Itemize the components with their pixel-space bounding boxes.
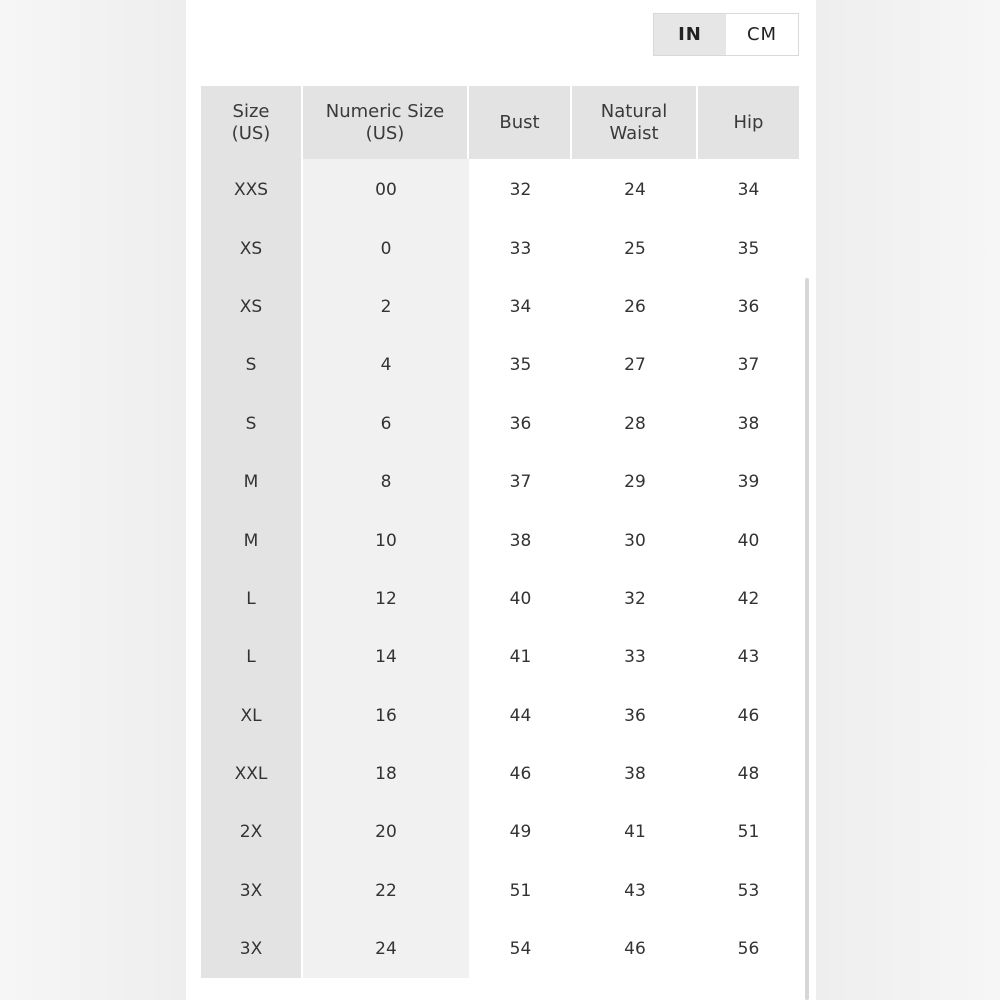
cell-size: XS [201, 219, 303, 277]
cell-numeric-size: 8 [303, 453, 469, 511]
cell-numeric-size: 0 [303, 219, 469, 277]
cell-size: M [201, 453, 303, 511]
header-size-us: Size (US) [201, 86, 303, 159]
cell-bust: 35 [509, 355, 532, 376]
cell-bust: 41 [509, 647, 532, 668]
cell-natural-waist: 38 [624, 764, 646, 785]
cell-size: 3X [201, 920, 303, 978]
table-row [201, 336, 799, 394]
cell-natural-waist: 32 [624, 588, 646, 609]
cell-bust: 36 [509, 413, 532, 434]
cell-bust: 54 [509, 939, 532, 960]
cell-natural-waist: 43 [624, 880, 646, 901]
cell-bust: 40 [509, 588, 532, 609]
table-row [201, 278, 799, 336]
cell-hip: 35 [737, 238, 760, 259]
cell-size: S [201, 395, 303, 453]
cell-numeric-size: 24 [303, 920, 469, 978]
cell-bust: 51 [509, 880, 532, 901]
cell-hip: 42 [737, 588, 760, 609]
table-row [201, 920, 799, 978]
cell-hip: 38 [737, 413, 760, 434]
table-row [201, 803, 799, 861]
cell-numeric-size: 16 [303, 687, 469, 745]
table-row [201, 687, 799, 745]
page-background-left [0, 0, 186, 1000]
cell-natural-waist: 46 [624, 939, 646, 960]
cell-bust: 32 [509, 180, 532, 201]
table-row [201, 745, 799, 803]
header-natural-waist: Natural Waist [572, 86, 698, 159]
cell-natural-waist: 27 [624, 355, 646, 376]
cell-natural-waist: 29 [624, 472, 646, 493]
cell-hip: 40 [737, 530, 760, 551]
cell-hip: 51 [737, 822, 760, 843]
table-row [201, 219, 799, 277]
cell-numeric-size: 12 [303, 570, 469, 628]
size-chart-panel [186, 0, 816, 1000]
cell-natural-waist: 30 [624, 530, 646, 551]
unit-cm-button[interactable]: CM [726, 14, 798, 55]
cell-natural-waist: 26 [624, 296, 646, 317]
header-bust: Bust [469, 86, 572, 159]
table-row [201, 570, 799, 628]
cell-hip: 56 [737, 939, 760, 960]
table-row [201, 159, 799, 219]
cell-numeric-size: 00 [303, 159, 469, 219]
cell-hip: 37 [737, 355, 760, 376]
cell-size: XXS [201, 159, 303, 219]
cell-natural-waist: 36 [624, 705, 646, 726]
cell-hip: 36 [737, 296, 760, 317]
scrollbar[interactable] [805, 278, 809, 1000]
cell-numeric-size: 20 [303, 803, 469, 861]
cell-hip: 34 [737, 180, 760, 201]
cell-size: L [201, 570, 303, 628]
cell-numeric-size: 2 [303, 278, 469, 336]
cell-hip: 48 [737, 764, 760, 785]
cell-numeric-size: 4 [303, 336, 469, 394]
cell-size: XL [201, 687, 303, 745]
cell-bust: 49 [509, 822, 532, 843]
cell-size: 3X [201, 862, 303, 920]
unit-in-button[interactable]: IN [654, 14, 726, 55]
cell-size: M [201, 511, 303, 569]
table-row [201, 453, 799, 511]
cell-hip: 46 [737, 705, 760, 726]
cell-size: S [201, 336, 303, 394]
cell-natural-waist: 28 [624, 413, 646, 434]
table-body [201, 159, 799, 978]
cell-hip: 43 [737, 647, 760, 668]
cell-size: XS [201, 278, 303, 336]
table-row [201, 395, 799, 453]
cell-natural-waist: 24 [624, 180, 646, 201]
header-numeric-size-us: Numeric Size (US) [303, 86, 469, 159]
cell-bust: 34 [509, 296, 532, 317]
header-hip: Hip [698, 86, 799, 159]
cell-bust: 46 [509, 764, 532, 785]
table-header [201, 86, 799, 159]
cell-natural-waist: 33 [624, 647, 646, 668]
cell-bust: 44 [509, 705, 532, 726]
cell-hip: 39 [737, 472, 760, 493]
size-chart-table [201, 86, 799, 978]
unit-toggle [653, 13, 799, 56]
cell-natural-waist: 41 [624, 822, 646, 843]
table-row [201, 511, 799, 569]
cell-bust: 37 [509, 472, 532, 493]
cell-size: L [201, 628, 303, 686]
cell-bust: 33 [509, 238, 532, 259]
cell-numeric-size: 18 [303, 745, 469, 803]
cell-size: 2X [201, 803, 303, 861]
cell-natural-waist: 25 [624, 238, 646, 259]
header-row [201, 86, 799, 159]
cell-numeric-size: 10 [303, 511, 469, 569]
table-row [201, 862, 799, 920]
cell-numeric-size: 22 [303, 862, 469, 920]
page-background-right [814, 0, 1000, 1000]
cell-size: XXL [201, 745, 303, 803]
cell-numeric-size: 14 [303, 628, 469, 686]
cell-bust: 38 [509, 530, 532, 551]
table-row [201, 628, 799, 686]
cell-numeric-size: 6 [303, 395, 469, 453]
cell-hip: 53 [737, 880, 760, 901]
